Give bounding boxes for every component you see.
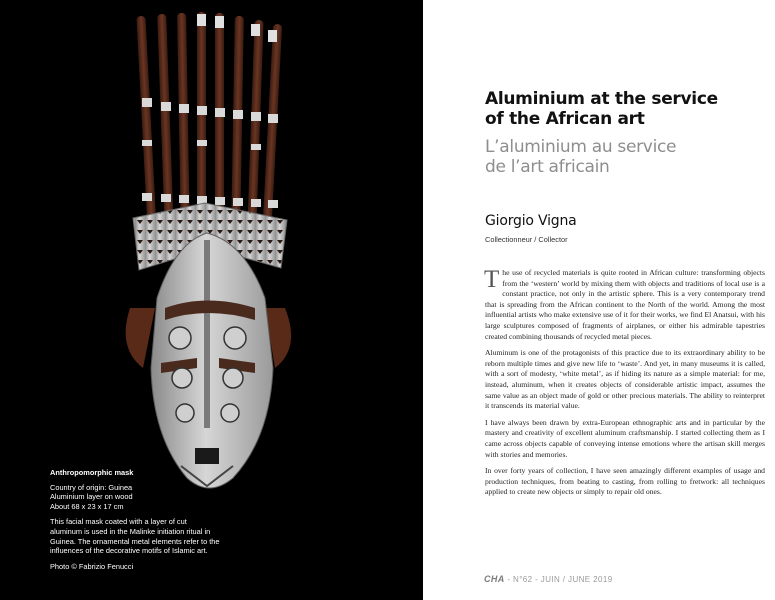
- article-title-english: [485, 89, 765, 129]
- caption-dimensions: About 68 x 23 x 17 cm: [50, 501, 124, 511]
- title-fr-line-2: de l’art africain: [485, 157, 610, 177]
- footer-brand: CHA: [484, 574, 505, 584]
- author-name: Giorgio Vigna: [485, 213, 577, 229]
- caption-description: This facial mask coated with a layer of cut aluminum is used in the Malinke initiation ritual in Guinea. The ornamental metal elements refer to the influences of the decorative motifs of Islamic art.: [50, 517, 220, 556]
- page-footer: [484, 574, 613, 584]
- paragraph-1: [485, 268, 765, 342]
- caption-origin: Country of origin: Guinea: [50, 482, 133, 492]
- footer-issue: - N°62 - JUIN / JUNE 2019: [504, 575, 613, 584]
- title-fr-line-1: L’aluminium au service: [485, 137, 677, 157]
- title-en-line-1: Aluminium at the service: [485, 89, 718, 109]
- paragraph-2: Aluminum is one of the protagonists of this practice due to its extraordinary ability to be reborn multiple times and give new life to ‘waste’. And yet, in many museums it is called, with a sort of modesty, ‘white metal’, as if hiding its nature as a simple material: for me, instead, aluminum, when it creates objects of considerable artistic impact, assumes the same value as an object made of gold or other precious materials. The ability to reinterpret it transcends its material value.: [485, 348, 765, 411]
- caption-title: Anthropomorphic mask: [50, 468, 134, 477]
- article-title-french: [485, 137, 765, 177]
- photo-caption: [50, 468, 220, 571]
- caption-photo-credit: Photo © Fabrizio Fenucci: [50, 561, 134, 571]
- drop-cap: T: [484, 266, 500, 293]
- title-en-line-2: of the African art: [485, 109, 645, 129]
- paragraph-1-text: he use of recycled materials is quite rooted in African culture: transforming objects from the ‘western’ world by mixing them with objects and traditions of local use is a constant practice, not only in the artistic sphere. This is a very contemporary trend that is spreading from the African continent to the North of the world. Among the most influential artists who make extensive use of it for their works, we find El Anatsui, with his large sculptures composed of fragments of airplanes, or either his admirable tapestries created combining thousands of recycled metal pieces.: [485, 268, 765, 341]
- paragraph-4: In over forty years of collection, I have seen amazingly different examples of usage and production techniques, from beating to casting, from rolling to fretwork: all techniques applied to create new objects or simply to repair old ones.: [485, 466, 765, 497]
- mask-sticks: [136, 12, 282, 231]
- author-role: Collectionneur / Collector: [485, 235, 568, 244]
- mask-illustration: [95, 8, 325, 498]
- caption-material: Aluminium layer on wood: [50, 492, 133, 502]
- article-body: [485, 268, 765, 504]
- paragraph-3: I have always been drawn by extra-European ethnographic arts and in particular by the mastery and creativity of excellent aluminum craftsmanship. I started collecting them as I came across objects capable of conveying intense emotions where the artisan skill merges with stories and memories.: [485, 417, 765, 459]
- right-page-article: [423, 0, 775, 600]
